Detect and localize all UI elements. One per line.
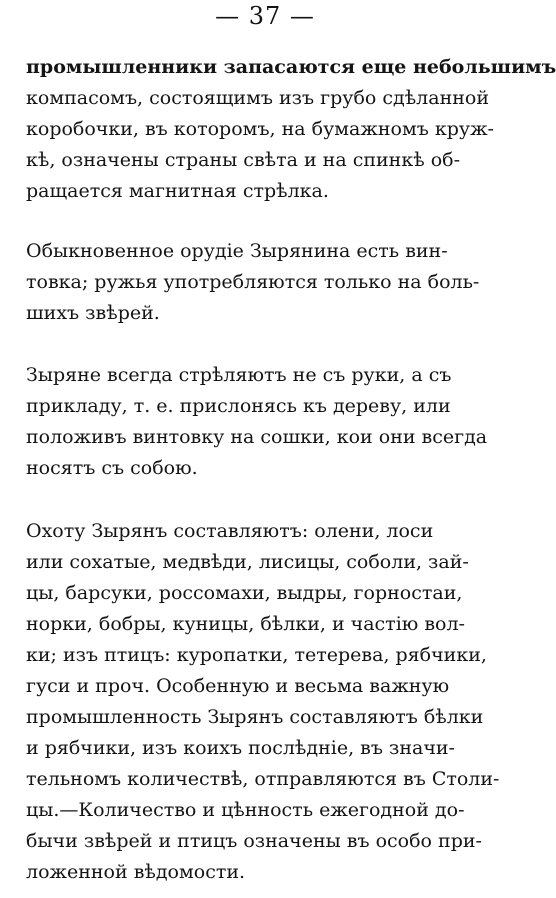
text-line: прикладу, т. е. прислонясь къ дереву, или bbox=[26, 395, 451, 417]
paragraph-compass bbox=[26, 52, 556, 207]
text-line: норки, бобры, куницы, бѣлки, и частію вол- bbox=[26, 613, 465, 635]
text-line: ки; изъ птицъ: куропатки, тетерева, рябчики, bbox=[26, 644, 487, 666]
text-line: промышленники запасаются еще небольшимъ bbox=[26, 56, 556, 78]
text-line: компасомъ, состоящимъ изъ грубо сдѣланной bbox=[26, 87, 489, 109]
text-line: носятъ съ собою. bbox=[26, 457, 198, 479]
paragraph-hunting bbox=[26, 516, 500, 888]
text-line: положивъ винтовку на сошки, кои они всегда bbox=[26, 426, 488, 448]
text-line: гуси и проч. Особенную и весьма важную bbox=[26, 675, 450, 697]
text-line: бычи звѣрей и птицъ означены въ особо при- bbox=[26, 830, 482, 852]
text-line: тельномъ количествѣ, отправляются въ Столи- bbox=[26, 768, 500, 790]
text-line: или сохатые, медвѣди, лисицы, соболи, зай- bbox=[26, 551, 469, 573]
text-line: Обыкновенное орудіе Зырянина есть вин- bbox=[26, 240, 448, 262]
paragraph-rifle bbox=[26, 236, 494, 329]
text-line: и рябчики, изъ коихъ послѣдніе, въ значи- bbox=[26, 737, 455, 759]
text-line: Зыряне всегда стрѣляютъ не съ руки, а съ bbox=[26, 364, 452, 386]
text-line: товка; ружья употребляются только на боль- bbox=[26, 271, 480, 293]
text-line: Охоту Зырянъ составляютъ: олени, лоси bbox=[26, 520, 434, 542]
text-line: ращается магнитная стрѣлка. bbox=[26, 180, 329, 202]
page-number: — 37 — bbox=[215, 2, 315, 30]
text-line: кѣ, означены страны свѣта и на спинкѣ об- bbox=[26, 149, 461, 171]
paragraph-shooting bbox=[26, 360, 494, 484]
text-line: ложенной вѣдомости. bbox=[26, 861, 246, 883]
text-line: цы, барсуки, россомахи, выдры, горностаи, bbox=[26, 582, 463, 604]
text-line: промышленность Зырянъ составляютъ бѣлки bbox=[26, 706, 484, 728]
text-line: шихъ звѣрей. bbox=[26, 302, 160, 324]
text-line: цы.—Количество и цѣнность ежегодной до- bbox=[26, 799, 465, 821]
text-line: коробочки, въ которомъ, на бумажномъ круж- bbox=[26, 118, 494, 140]
